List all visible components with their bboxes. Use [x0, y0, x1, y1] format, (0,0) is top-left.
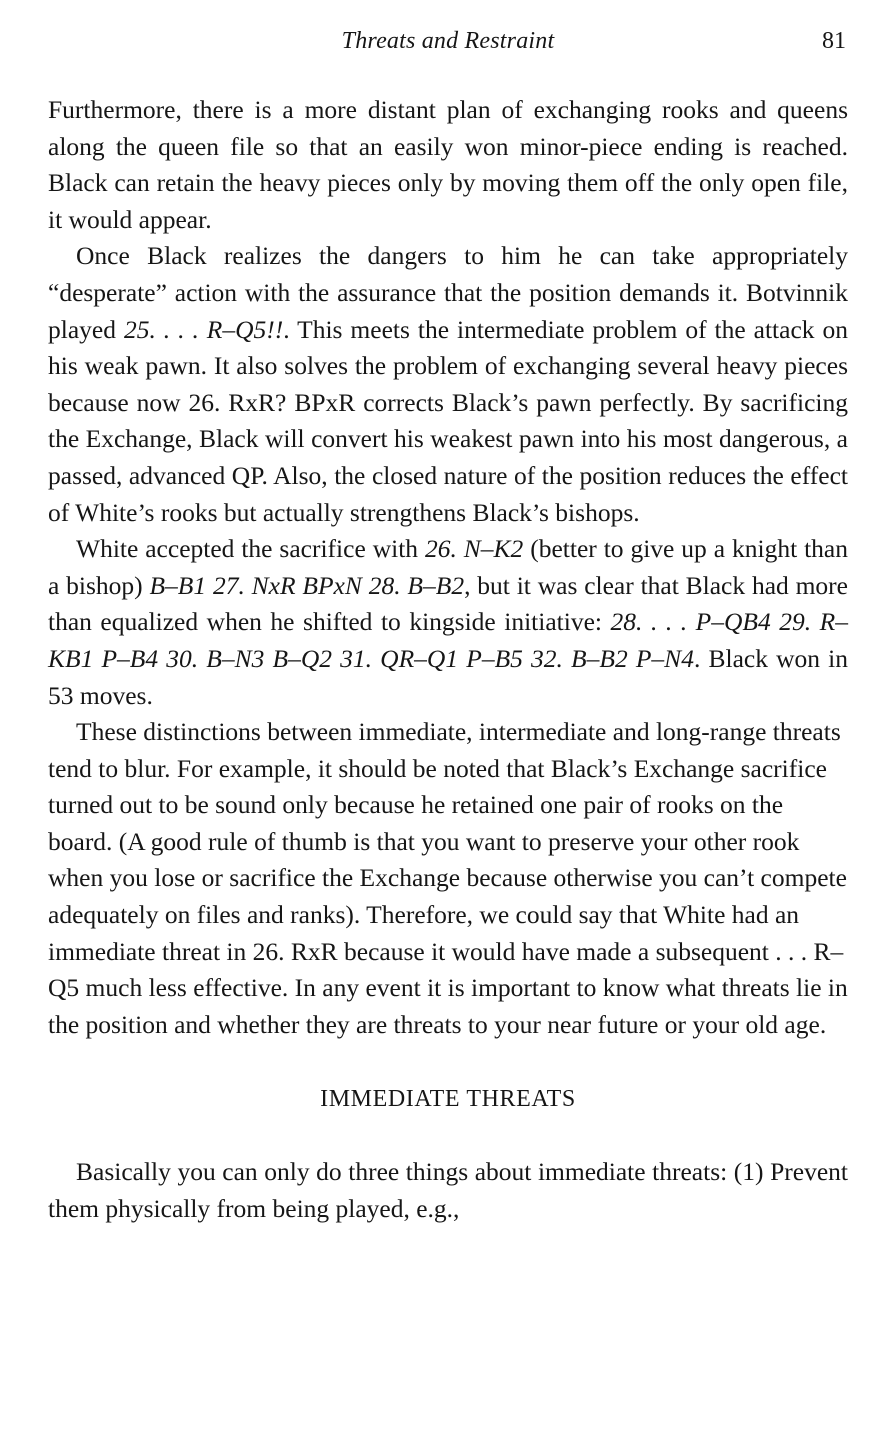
book-page [48, 22, 848, 1228]
chess-notation: 26. N–K2 [424, 534, 524, 564]
chess-notation: B–B1 27. NxR BPxN 28. B–B2 [149, 570, 465, 600]
running-head [48, 22, 848, 62]
text-run: . Black won in 53 moves. [48, 643, 848, 710]
text-run: , but it was clear that Black had more than equalized when he shifted to kingside initiative: [48, 570, 848, 637]
body-text [48, 92, 848, 1228]
text-run: White accepted the sacrifice with [76, 534, 425, 564]
running-title: Threats and Restraint [341, 28, 555, 54]
chess-notation: 25. . . . R–Q5!! [123, 314, 284, 344]
paragraph [48, 92, 848, 238]
text-run: Furthermore, there is a more distant plan of exchanging rooks and queens along the queen file so that an easily won minor-piece ending is reached. Black can retain the heavy pieces only by moving them off the only open file, it would appear. [48, 95, 848, 234]
text-run: These distinctions between immediate, intermediate and long-range threats tend to blur. For example, it should be noted that Black’s Exchange sacrifice turned out to be sound only because he retained one pair of rooks on the board. (A good rule of thumb is that you want to preserve your other rook when you lose or sacrifice the Exchange because otherwise you can’t compete adequately on files and ranks). Therefore, we could say that White had an immediate threat in 26. RxR because it would have made a subsequent . . . R–Q5 much less effective. In any event it is important to know what threats lie in the position and whether they are threats to your near future or your old age. [48, 717, 848, 1039]
paragraph [48, 238, 848, 531]
text-run: . This meets the intermediate problem of the attack on his weak pawn. It also solves the problem of exchanging several heavy pieces because now 26. RxR? BPxR corrects Black’s pawn perfectly. By sacrificing the Exchange, Black will convert his weakest pawn into his most dangerous, a passed, advanced QP. Also, the closed nature of the position reduces the effect of White’s rooks but actually strengthens Black’s bishops. [48, 314, 848, 527]
text-run: (better to give up a knight than a bishop) [48, 534, 848, 600]
paragraph [48, 1154, 848, 1227]
paragraph [48, 714, 848, 1043]
page-number: 81 [822, 28, 846, 54]
text-run: Basically you can only do three things about immediate threats: (1) Prevent them physically from being played, e.g., [48, 1157, 848, 1224]
section-heading: IMMEDIATE THREATS [320, 1086, 576, 1113]
chess-notation: 28. . . . P–QB4 29. R–KB1 P–B4 30. B–N3 B–Q2 31. QR–Q1 P–B5 32. B–B2 P–N4 [48, 607, 848, 673]
paragraph [48, 531, 848, 714]
text-run: Once Black realizes the dangers to him he can take appropriately “desperate” action with the assurance that the position demands it. Botvinnik played [48, 241, 848, 344]
